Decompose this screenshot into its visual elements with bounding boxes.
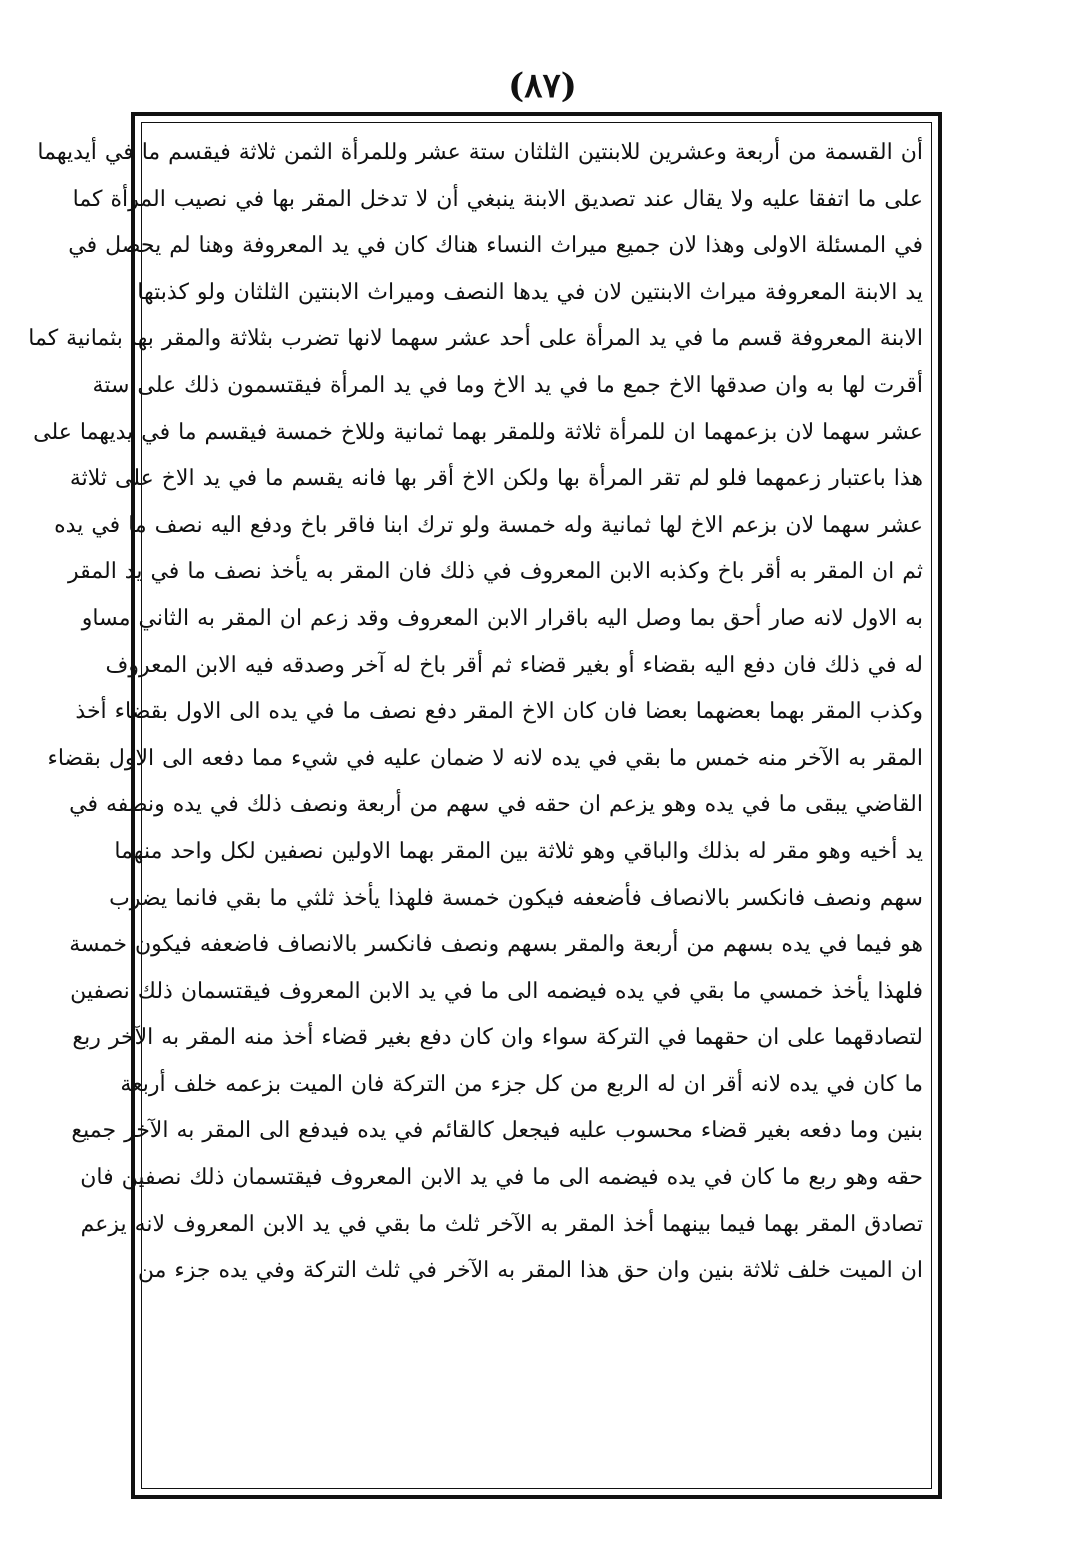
text-line: الابنة المعروفة قسم ما في يد المرأة على أحد عشر سهما لانها تضرب بثلاثة والمقر بها بثمانية كما (28, 326, 923, 352)
text-line: فلهذا يأخذ خمسي ما بقي في يده فيضمه الى ما في يد الابن المعروف فيقتسمان ذلك نصفين (70, 978, 923, 1004)
text-line: ان الميت خلف ثلاثة بنين وان حق هذا المقر به الآخر في ثلث التركة وفي يده جزء من (137, 1258, 923, 1284)
text-line: في المسئلة الاولى وهذا لان جميع ميراث النساء هناك كان في يد المعروفة وهنا لم يحصل في (68, 233, 923, 259)
text-line: وكذب المقر بهما بعضهما بعضا فان كان الاخ المقر دفع نصف ما في يده الى الاول بقضاء أخذ (75, 699, 923, 725)
text-line: له في ذلك فان دفع اليه بقضاء أو بغير قضاء ثم أقر باخ له آخر وصدقه فيه الابن المعروف (105, 652, 923, 678)
text-line: عشر سهما لان بزعمهما ان للمرأة ثلاثة وللمقر بهما ثمانية وللاخ خمسة فيقسم ما في يديهما على (33, 419, 923, 445)
text-line: أقرت لها به وان صدقها الاخ جمع ما في يد الاخ وما في يد المرأة فيقتسمون ذلك على ستة (92, 372, 923, 398)
text-line: هذا باعتبار زعمهما فلو لم تقر المرأة بها ولكن الاخ أقر بها فانه يقسم ما في يد الاخ على ثلاثة (69, 466, 923, 492)
text-line: سهم ونصف فانكسر بالانصاف فأضعفه فيكون خمسة فلهذا يأخذ ثلثي ما بقي فانما يضرب (109, 885, 923, 911)
text-line: به الاول لانه صار أحق بما وصل اليه باقرار الابن المعروف وقد زعم ان المقر به الثاني مساو (81, 605, 923, 631)
text-line: المقر به الآخر منه خمس ما بقي في يده لانه لا ضمان عليه في شيء مما دفعه الى الاول بقضاء (47, 745, 923, 771)
text-line: على ما اتفقا عليه ولا يقال عند تصديق الابنة ينبغي أن لا تدخل المقر بها في نصيب المرأة كما (72, 186, 923, 212)
text-line: تصادق المقر بهما فيما بينهما أخذ المقر به الآخر ثلث ما بقي في يد الابن المعروف لانه يزعم (80, 1211, 923, 1237)
text-line: أن القسمة من أربعة وعشرين للابنتين الثلثان ستة عشر وللمرأة الثمن ثلاثة فيقسم ما في أيديهما (37, 140, 923, 165)
text-line: يد الابنة المعروفة ميراث الابنتين لان في يدها النصف وميراث الابنتين الثلثان ولو كذبتها (137, 279, 923, 305)
text-line: هو فيما في يده بسهم من أربعة والمقر بسهم ونصف فانكسر بالانصاف فاضعفه فيكون خمسة (69, 932, 923, 958)
page-number: (٨٧) (508, 66, 577, 106)
text-line: ما كان في يده لانه أقر ان له الربع من كل جزء من التركة فان الميت بزعمه خلف أربعة (120, 1071, 923, 1097)
text-line: حقه وهو ربع ما كان في يده فيضمه الى ما في يد الابن المعروف فيقتسمان ذلك نصفين فان (80, 1165, 923, 1191)
text-line: القاضي يبقى ما في يده وهو يزعم ان حقه في سهم من أربعة ونصف ذلك في يده ونصفه في (69, 792, 923, 818)
text-line: بنين وما دفعه بغير قضاء محسوب عليه فيجعل كالقائم في يده فيدفع الى المقر به الآخر جميع (71, 1118, 923, 1144)
text-line: ثم ان المقر به أقر باخ وكذبه الابن المعروف في ذلك فان المقر به يأخذ نصف ما في يد المقر (68, 559, 923, 585)
text-line: عشر سهما لان بزعم الاخ لها ثمانية وله خمسة ولو ترك ابنا فاقر باخ ودفع اليه نصف ما في يده (54, 512, 923, 538)
text-line: يد أخيه وهو مقر له بذلك والباقي وهو ثلاثة بين المقر بهما الاولين نصفين لكل واحد منهما (114, 838, 923, 864)
body-text (28, 130, 923, 1482)
text-line: لتصادقهما على ان حقهما في التركة سواء وان كان دفع بغير قضاء أخذ منه المقر به الآخر ربع (72, 1025, 923, 1051)
